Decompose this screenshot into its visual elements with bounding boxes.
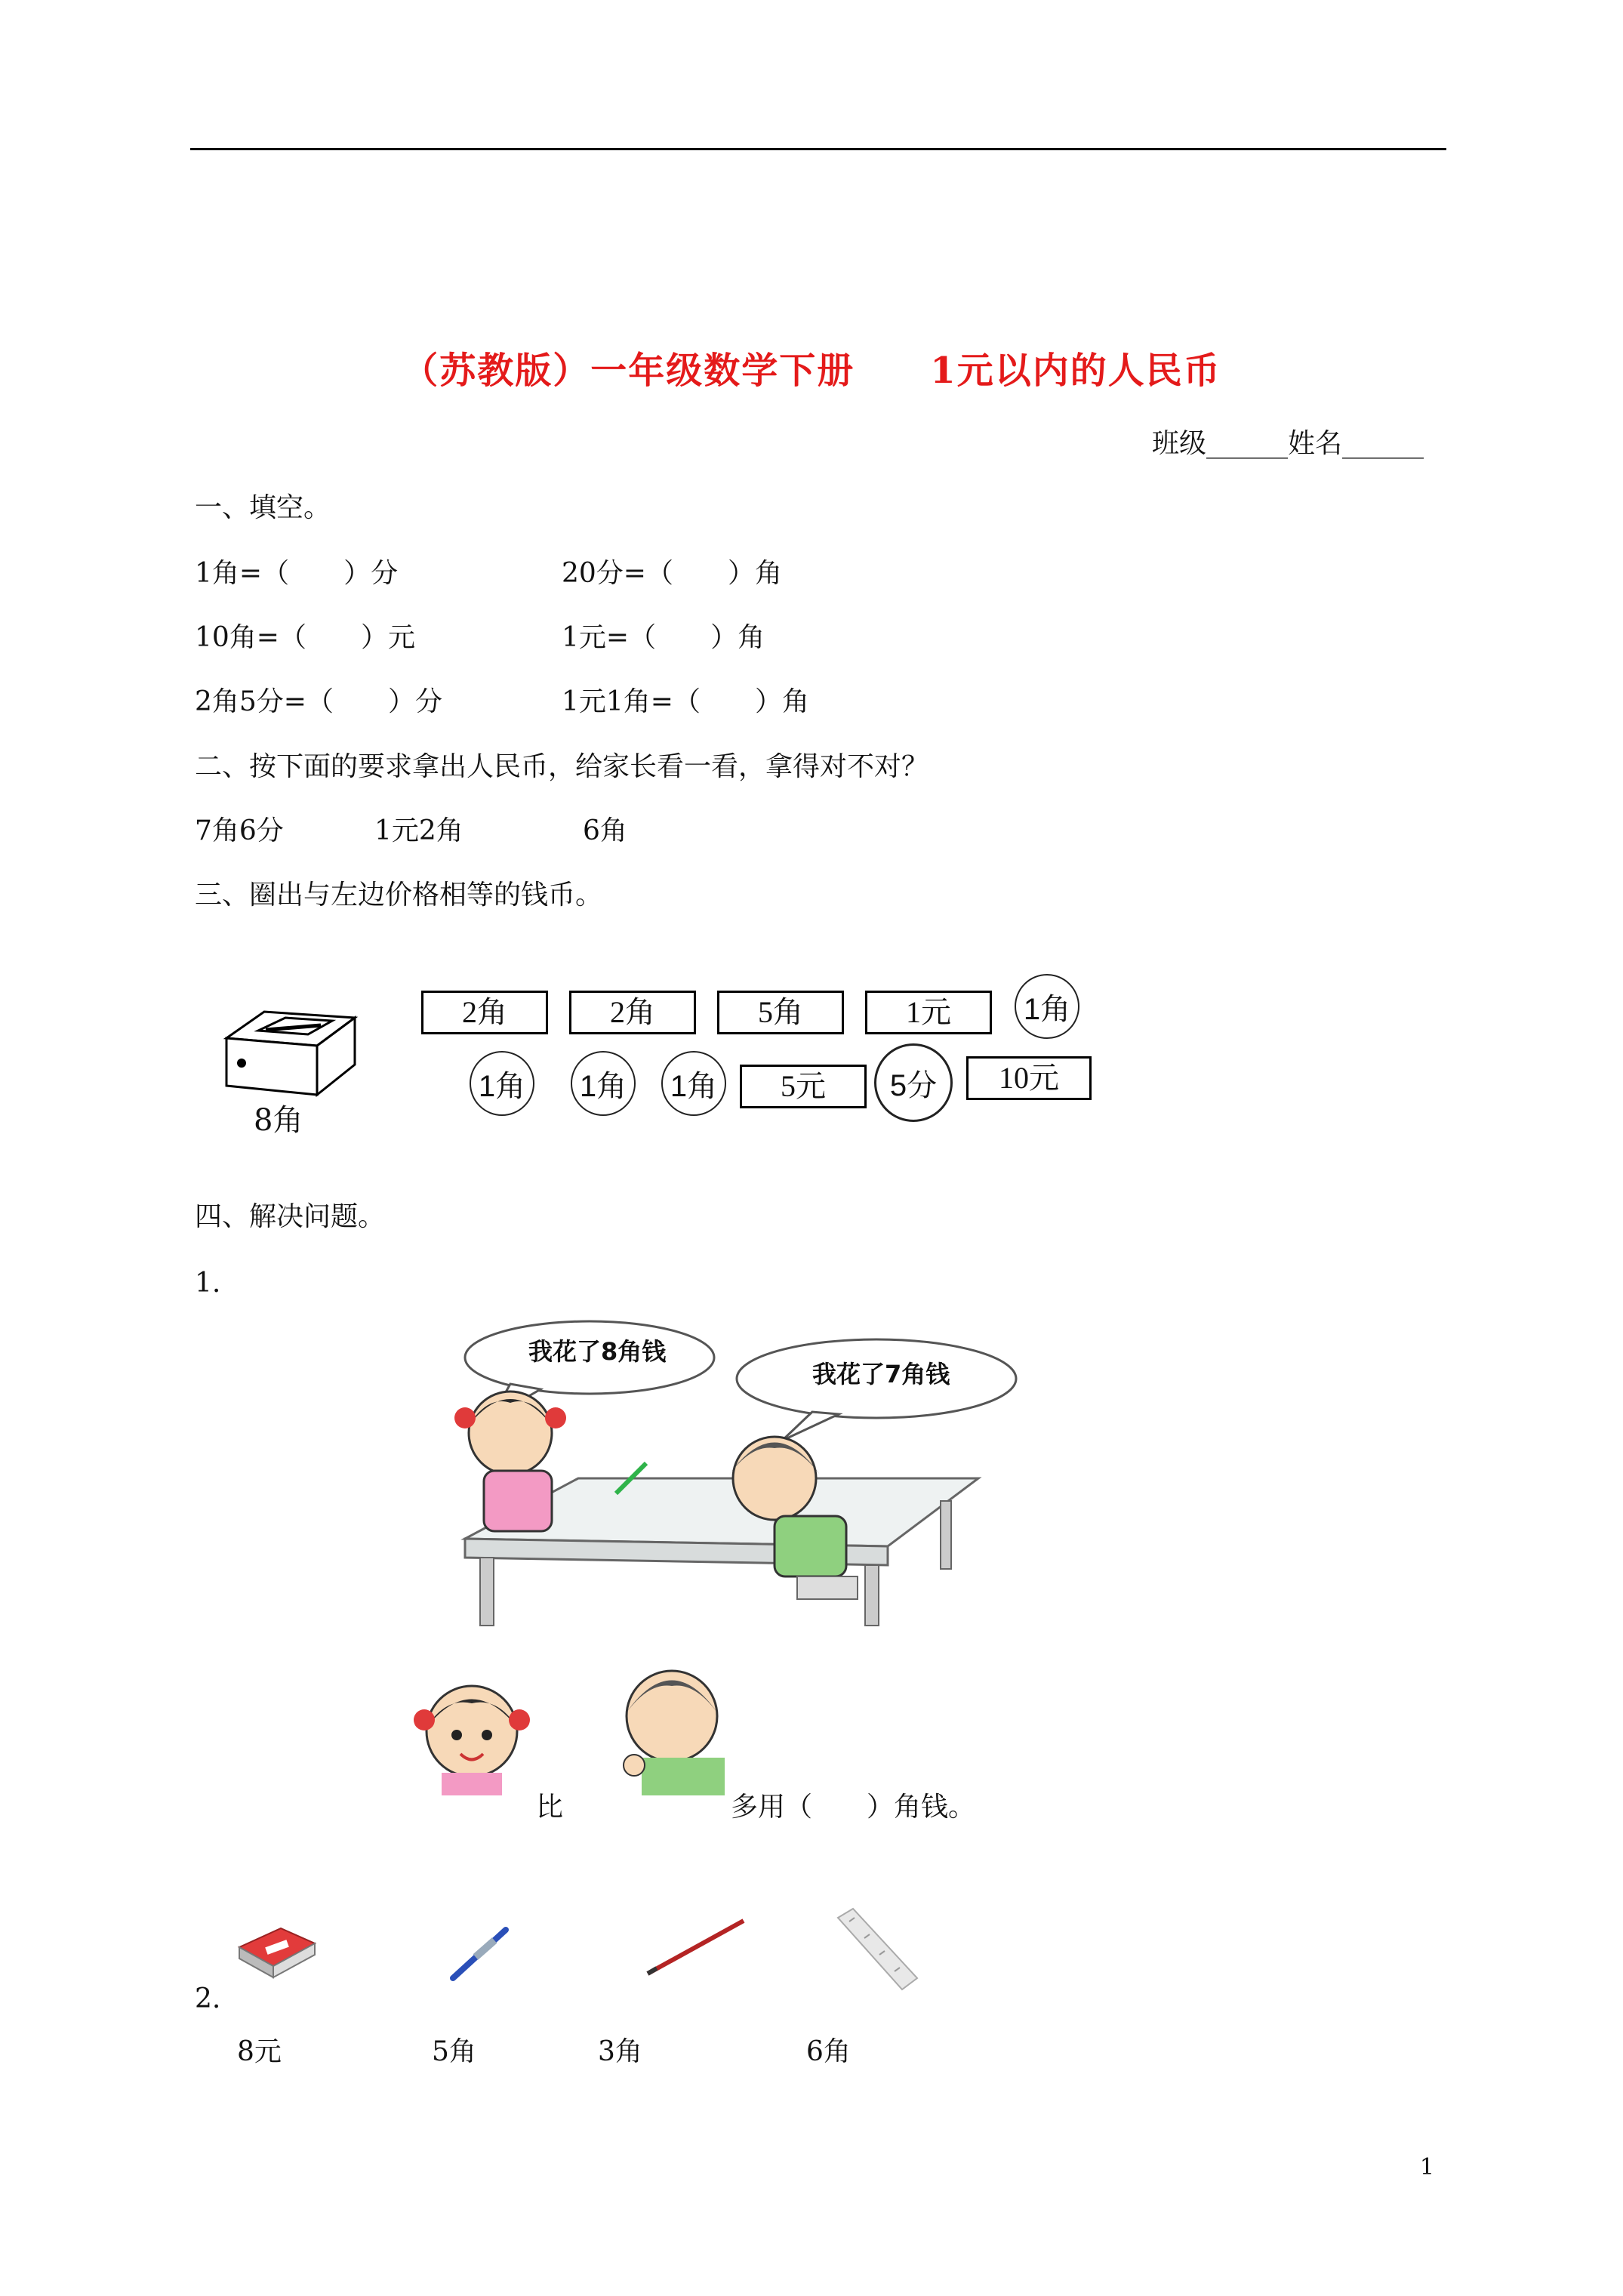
note-10yuan[interactable]: 10元: [966, 1056, 1092, 1100]
name-blank: ______: [1342, 428, 1424, 459]
pen-icon: [445, 1924, 513, 1984]
fill-item: 2角5分=（ ）分: [195, 686, 442, 717]
coin-1jiao[interactable]: 1角: [1015, 974, 1079, 1039]
note-5jiao[interactable]: 5角: [717, 991, 844, 1034]
note-1yuan[interactable]: 1元: [865, 991, 992, 1034]
item-price: 3角: [598, 2036, 642, 2067]
section1-heading: 一、填空。: [195, 492, 331, 523]
class-blank: ______: [1206, 428, 1289, 459]
fill-item: 10角=（ ）元: [195, 622, 415, 653]
header-rule: [190, 148, 1446, 150]
section3-heading: 三、圈出与左边价格相等的钱币。: [195, 880, 603, 911]
note-2jiao[interactable]: 2角: [569, 991, 696, 1034]
compare-blank-text: 多用（ ）角钱。: [731, 1792, 976, 1823]
item-price: 5角: [432, 2036, 476, 2067]
fill-item: 20分=（ ）角: [562, 558, 782, 589]
question-number: 1.: [195, 1268, 221, 1299]
section2-heading: 二、按下面的要求拿出人民币，给家长看一看，拿得对不对？: [195, 751, 929, 782]
coin-1jiao[interactable]: 1角: [661, 1051, 726, 1116]
compare-word: 比: [536, 1792, 564, 1823]
note-5yuan[interactable]: 5元: [740, 1065, 867, 1108]
item-price: 8元: [237, 2036, 282, 2067]
eraser-icon: [236, 1921, 319, 1981]
boy-portrait: [604, 1652, 732, 1795]
fill-item: 1元1角=（ ）角: [562, 686, 809, 717]
girl-portrait: [408, 1667, 536, 1795]
girl-speech: 我花了8角钱: [528, 1337, 667, 1366]
ruler-icon: [830, 1903, 921, 1993]
class-name-line: [1152, 430, 1424, 458]
money-item: 1元2角: [374, 815, 463, 846]
class-label: 班级: [1152, 428, 1207, 459]
section4-heading: 四、解决问题。: [195, 1201, 386, 1232]
item-price: 6角: [806, 2036, 851, 2067]
boy-speech: 我花了7角钱: [812, 1360, 950, 1388]
page-number: 1: [1419, 2154, 1434, 2180]
coin-1jiao[interactable]: 1角: [571, 1051, 636, 1116]
coin-1jiao[interactable]: 1角: [470, 1051, 534, 1116]
fill-item: 1角=（ ）分: [195, 558, 399, 589]
name-label: 姓名: [1288, 428, 1343, 459]
coin-5fen[interactable]: 5分: [874, 1043, 953, 1122]
money-item: 6角: [583, 815, 627, 846]
question-number: 2.: [195, 1983, 221, 2014]
sharpener-price: 8角: [254, 1103, 303, 1138]
note-2jiao[interactable]: 2角: [421, 991, 548, 1034]
money-item: 7角6分: [195, 815, 284, 846]
pencil-icon: [642, 1913, 747, 1981]
pencil-sharpener-icon: [219, 1004, 362, 1102]
fill-item: 1元=（ ）角: [562, 622, 765, 653]
page-title: （苏教版）一年级数学下册 1元以内的人民币: [402, 350, 1221, 392]
